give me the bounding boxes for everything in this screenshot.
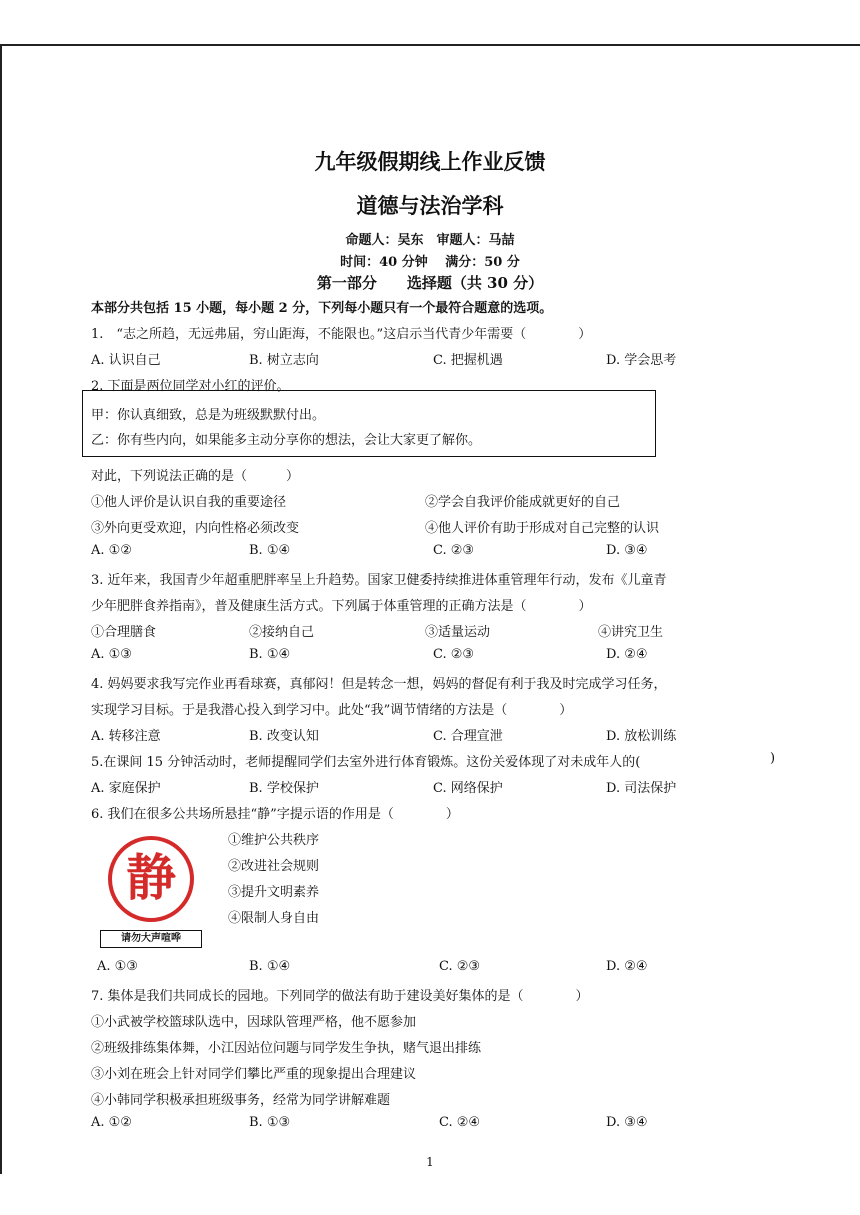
q7-option-c: C. ②④ xyxy=(439,1115,481,1130)
q3-stem-line2: 少年肥胖食养指南》，普及健康生活方式。下列属于体重管理的正确方法是（ ） xyxy=(91,599,592,614)
exam-title: 九年级假期线上作业反馈 xyxy=(314,149,546,174)
q7-option-d: D. ③④ xyxy=(606,1115,648,1130)
q5-option-d: D. 司法保护 xyxy=(606,781,677,796)
q1-option-b: B. 树立志向 xyxy=(249,353,319,368)
q3-option-d: D. ②④ xyxy=(606,647,648,662)
q2-option-d: D. ③④ xyxy=(606,543,648,558)
q4-option-b: B. 改变认知 xyxy=(249,729,319,744)
authors-line: 命题人：吴东 审题人：马喆 xyxy=(345,233,515,248)
q6-option-c: C. ②③ xyxy=(439,959,481,974)
stamp-char: 静 xyxy=(126,848,176,907)
q1-option-d: D. 学会思考 xyxy=(606,353,677,368)
q6-stem: 6. 我们在很多公共场所悬挂“静”字提示语的作用是（ ） xyxy=(91,807,459,822)
q7-option-b: B. ①③ xyxy=(249,1115,291,1130)
q5-stem-close-paren: ) xyxy=(770,751,776,766)
q5-stem: 5.在课间 15 分钟活动时，老师提醒同学们去室外进行体育锻炼。这份关爱体现了对未成年人的( xyxy=(91,755,641,770)
q4-option-d: D. 放松训练 xyxy=(606,729,677,744)
q7-statement-3: ③小刘在班会上针对同学们攀比严重的现象提出合理建议 xyxy=(91,1067,417,1082)
frame-top-border xyxy=(0,44,860,46)
part-title: 第一部分 选择题（共 30 分） xyxy=(316,274,544,292)
q6-statement-1: ①维护公共秩序 xyxy=(228,833,320,848)
q3-option-c: C. ②③ xyxy=(433,647,475,662)
q7-statement-2: ②班级排练集体舞，小江因站位问题与同学发生争执，赌气退出排练 xyxy=(91,1041,482,1056)
q6-statement-4: ④限制人身自由 xyxy=(228,911,320,926)
q3-option-b: B. ①④ xyxy=(249,647,291,662)
q1-stem: 1. “志之所趋，无远弗届，穷山距海，不能限也。”这启示当代青少年需要（ ） xyxy=(91,327,592,342)
q1-option-c: C. 把握机遇 xyxy=(433,353,503,368)
q2-stem: 2. 下面是两位同学对小红的评价。 xyxy=(91,379,290,394)
q4-option-a: A. 转移注意 xyxy=(91,729,161,744)
q2-ask: 对此，下列说法正确的是（ ） xyxy=(91,469,300,484)
q3-option-a: A. ①③ xyxy=(91,647,132,662)
q3-statement-3: ③适量运动 xyxy=(425,625,491,640)
q2-option-a: A. ①② xyxy=(91,543,132,558)
q2-option-b: B. ①④ xyxy=(249,543,291,558)
q3-statement-1: ①合理膳食 xyxy=(91,625,157,640)
q2-statement-2: ②学会自我评价能成就更好的自己 xyxy=(425,495,621,510)
q1-option-a: A. 认识自己 xyxy=(91,353,161,368)
q5-option-c: C. 网络保护 xyxy=(433,781,503,796)
subject-title: 道德与法治学科 xyxy=(356,193,504,218)
q3-statement-4: ④讲究卫生 xyxy=(598,625,664,640)
time-score-line: 时间：40 分钟 满分：50 分 xyxy=(340,255,520,270)
q4-option-c: C. 合理宣泄 xyxy=(433,729,503,744)
q6-statement-3: ③提升文明素养 xyxy=(228,885,320,900)
instruction: 本部分共包括 15 小题，每小题 2 分，下列每小题只有一个最符合题意的选项。 xyxy=(91,301,553,316)
q3-statement-2: ②接纳自己 xyxy=(249,625,315,640)
quiet-sign-image xyxy=(100,826,210,951)
q6-statement-2: ②改进社会规则 xyxy=(228,859,320,874)
q6-option-b: B. ①④ xyxy=(249,959,291,974)
q5-option-b: B. 学校保护 xyxy=(249,781,319,796)
q2-statement-1: ①他人评价是认识自我的重要途径 xyxy=(91,495,287,510)
q7-option-a: A. ①② xyxy=(91,1115,132,1130)
stamp-caption: 请勿大声喧哗 xyxy=(100,930,202,948)
page-number: 1 xyxy=(426,1155,434,1169)
q5-option-a: A. 家庭保护 xyxy=(91,781,161,796)
q4-stem-line2: 实现学习目标。于是我潜心投入到学习中。此处“我”调节情绪的方法是（ ） xyxy=(91,703,573,718)
q2-statement-3: ③外向更受欢迎，内向性格必须改变 xyxy=(91,521,300,536)
q2-quote-jia: 甲：你认真细致，总是为班级默默付出。 xyxy=(91,408,326,423)
q6-option-d: D. ②④ xyxy=(606,959,648,974)
q4-stem-line1: 4. 妈妈要求我写完作业再看球赛，真郁闷！但是转念一想，妈妈的督促有利于我及时完成学习任务， xyxy=(91,677,667,692)
q2-quote-box xyxy=(82,390,656,457)
q2-statement-4: ④他人评价有助于形成对自己完整的认识 xyxy=(425,521,660,536)
q2-quote-yi: 乙：你有些内向，如果能多主动分享你的想法，会让大家更了解你。 xyxy=(91,433,482,448)
q2-option-c: C. ②③ xyxy=(433,543,475,558)
q7-stem: 7. 集体是我们共同成长的园地。下列同学的做法有助于建设美好集体的是（ ） xyxy=(91,989,589,1004)
q7-statement-4: ④小韩同学积极承担班级事务，经常为同学讲解难题 xyxy=(91,1093,391,1108)
q7-statement-1: ①小武被学校篮球队选中，因球队管理严格，他不愿参加 xyxy=(91,1015,417,1030)
q6-option-a: A. ①③ xyxy=(97,959,138,974)
q3-stem-line1: 3. 近年来，我国青少年超重肥胖率呈上升趋势。国家卫健委持续推进体重管理年行动，发布《儿童青 xyxy=(91,573,667,588)
